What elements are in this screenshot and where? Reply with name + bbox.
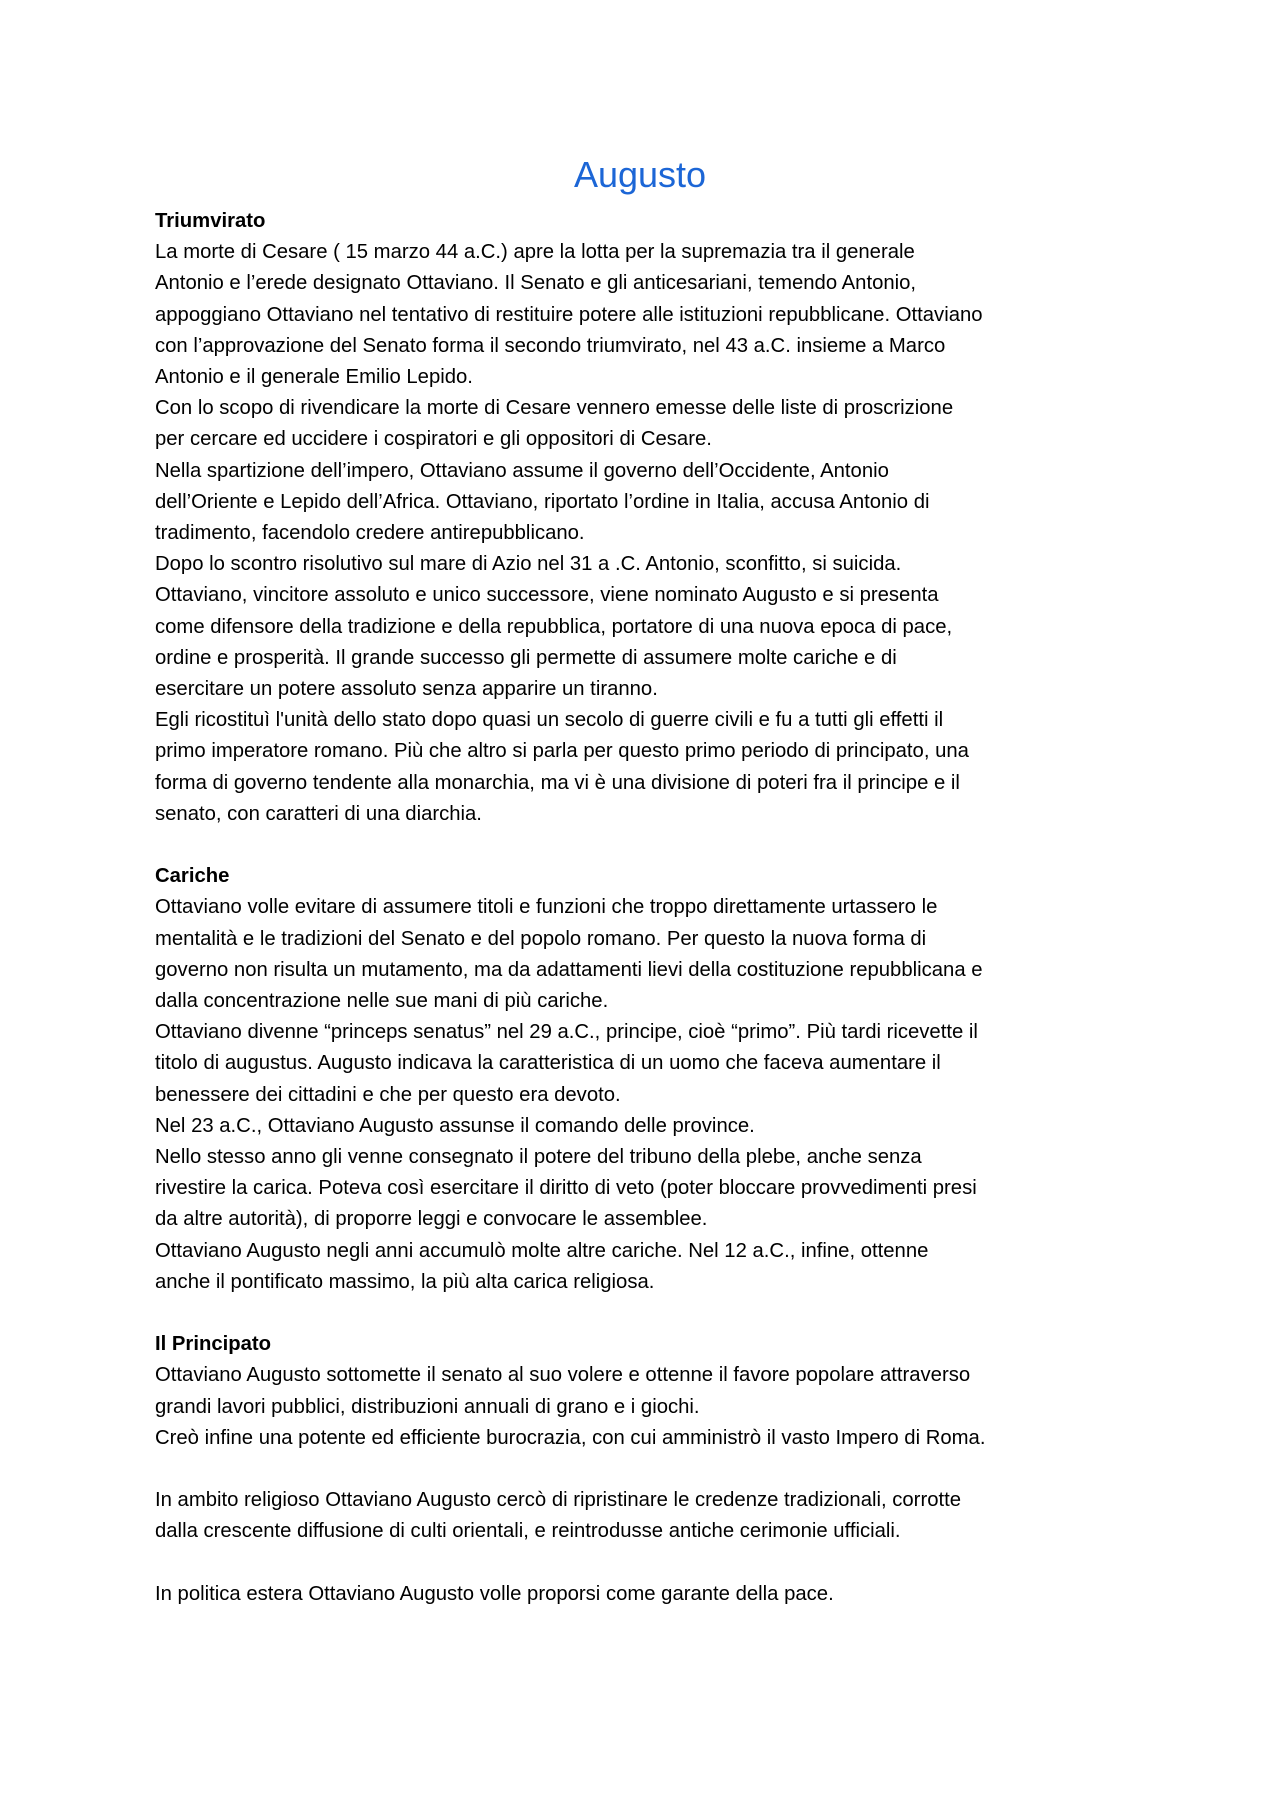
text-line: appoggiano Ottaviano nel tentativo di restituire potere alle istituzioni repubblicane. Ottaviano — [155, 303, 983, 326]
text-line: Antonio e il generale Emilio Lepido. — [155, 366, 473, 389]
text-line: Ottaviano volle evitare di assumere titoli e funzioni che troppo direttamente urtassero le — [155, 896, 938, 919]
text-line: con l’approvazione del Senato forma il secondo triumvirato, nel 43 a.C. insieme a Marco — [155, 334, 946, 357]
text-line: In ambito religioso Ottaviano Augusto cercò di ripristinare le credenze tradizionali, corrotte — [155, 1489, 962, 1512]
section-heading: Cariche — [155, 865, 230, 888]
text-line: Con lo scopo di rivendicare la morte di Cesare vennero emesse delle liste di proscrizione — [155, 397, 954, 420]
text-line: dalla crescente diffusione di culti orientali, e reintrodusse antiche cerimonie ufficiali. — [155, 1520, 901, 1543]
text-line: dalla concentrazione nelle sue mani di più cariche. — [155, 990, 609, 1013]
text-line: Dopo lo scontro risolutivo sul mare di Azio nel 31 a .C. Antonio, sconfitto, si suicida. — [155, 553, 902, 576]
text-line: In politica estera Ottaviano Augusto volle proporsi come garante della pace. — [155, 1582, 834, 1605]
section-triumvirato — [155, 206, 1165, 830]
paragraph-religione — [155, 1485, 1165, 1547]
text-line: tradimento, facendolo credere antirepubblicano. — [155, 522, 585, 545]
document-body — [155, 206, 1165, 1610]
section-body — [155, 892, 1165, 1298]
text-line: Nella spartizione dell’impero, Ottaviano assume il governo dell’Occidente, Antonio — [155, 459, 889, 482]
text-line: da altre autorità), di proporre leggi e convocare le assemblee. — [155, 1208, 708, 1231]
text-line: rivestire la carica. Poteva così esercitare il diritto di veto (poter bloccare provvedimenti presi — [155, 1177, 977, 1200]
text-line: grandi lavori pubblici, distribuzioni annuali di grano e i giochi. — [155, 1395, 700, 1418]
section-body — [155, 237, 1165, 830]
text-line: Ottaviano Augusto sottomette il senato al suo volere e ottenne il favore popolare attraverso — [155, 1364, 971, 1387]
document-title: Augusto — [573, 154, 707, 195]
section-body — [155, 1360, 1165, 1454]
section-cariche — [155, 861, 1165, 1298]
blank-line — [155, 1298, 1165, 1329]
section-heading: Il Principato — [155, 1333, 272, 1356]
text-line: ordine e prosperità. Il grande successo gli permette di assumere molte cariche e di — [155, 646, 897, 669]
text-line: mentalità e le tradizioni del Senato e del popolo romano. Per questo la nuova forma di — [155, 927, 927, 950]
blank-line — [155, 830, 1165, 861]
text-line: Egli ricostituì l'unità dello stato dopo quasi un secolo di guerre civili e fu a tutti gli effetti il — [155, 709, 944, 732]
paragraph-politica-estera — [155, 1579, 1165, 1610]
text-line: benessere dei cittadini e che per questo era devoto. — [155, 1083, 621, 1106]
text-line: forma di governo tendente alla monarchia, ma vi è una divisione di poteri fra il principe e il — [155, 771, 960, 794]
text-line: senato, con caratteri di una diarchia. — [155, 802, 482, 825]
text-line: per cercare ed uccidere i cospiratori e gli oppositori di Cesare. — [155, 428, 712, 451]
text-line: Antonio e l’erede designato Ottaviano. Il Senato e gli anticesariani, temendo Antonio, — [155, 272, 917, 295]
blank-line — [155, 1454, 1165, 1485]
blank-line — [155, 1548, 1165, 1579]
text-line: titolo di augustus. Augusto indicava la caratteristica di un uomo che faceva aumentare il — [155, 1052, 941, 1075]
text-line: Nel 23 a.C., Ottaviano Augusto assunse il comando delle province. — [155, 1114, 755, 1137]
section-heading: Triumvirato — [155, 210, 266, 232]
text-line: anche il pontificato massimo, la più alta carica religiosa. — [155, 1270, 655, 1293]
text-line: governo non risulta un mutamento, ma da adattamenti lievi della costituzione repubblicana e — [155, 958, 983, 981]
text-line: Ottaviano Augusto negli anni accumulò molte altre cariche. Nel 12 a.C., infine, ottenne — [155, 1239, 929, 1262]
text-line: primo imperatore romano. Più che altro si parla per questo primo periodo di principato, una — [155, 740, 969, 763]
text-line: Ottaviano divenne “princeps senatus” nel 29 a.C., principe, cioè “primo”. Più tardi ricevette il — [155, 1021, 978, 1044]
text-line: La morte di Cesare ( 15 marzo 44 a.C.) apre la lotta per la supremazia tra il generale — [155, 241, 915, 264]
text-line: dell’Oriente e Lepido dell’Africa. Ottaviano, riportato l’ordine in Italia, accusa Antonio di — [155, 490, 930, 513]
text-line: Creò infine una potente ed efficiente burocrazia, con cui amministrò il vasto Impero di Roma. — [155, 1426, 986, 1449]
text-line: Nello stesso anno gli venne consegnato il potere del tribuno della plebe, anche senza — [155, 1146, 922, 1169]
text-line: come difensore della tradizione e della repubblica, portatore di una nuova epoca di pace, — [155, 615, 953, 638]
text-line: esercitare un potere assoluto senza apparire un tiranno. — [155, 678, 658, 701]
text-line: Ottaviano, vincitore assoluto e unico successore, viene nominato Augusto e si presenta — [155, 584, 939, 607]
section-principato — [155, 1329, 1165, 1454]
